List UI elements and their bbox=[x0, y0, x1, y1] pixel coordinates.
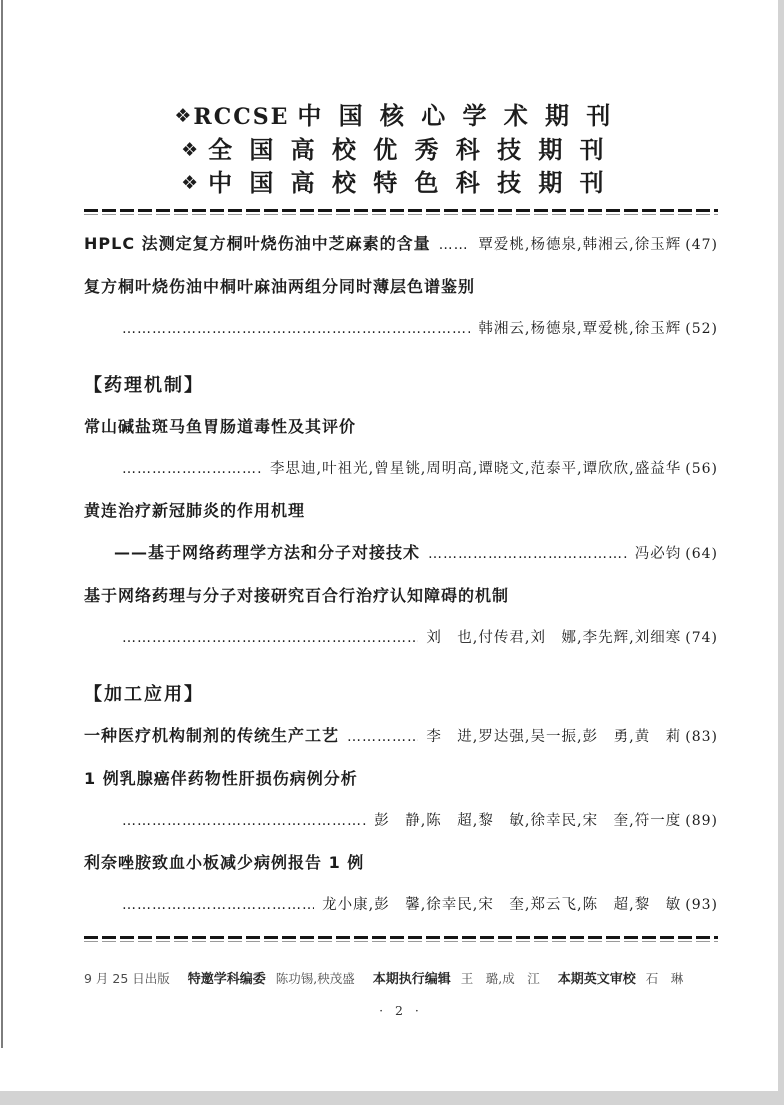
dot-leader bbox=[428, 542, 627, 566]
entry-title: 利奈唑胺致血小板减少病例报告 1 例 bbox=[84, 853, 365, 872]
role-label-guest-editors: 特邀学科编委 bbox=[187, 972, 266, 987]
entry-page-number: (93) bbox=[685, 897, 718, 913]
toc-entry bbox=[84, 499, 718, 523]
toc-entry bbox=[84, 724, 718, 749]
entry-title: 常山碱盐斑马鱼胃肠道毒性及其评价 bbox=[84, 417, 357, 436]
dot-leader bbox=[122, 809, 366, 833]
page-number: · 2 · bbox=[379, 1003, 423, 1018]
toc-entry bbox=[84, 851, 718, 875]
knot-icon: ❖ bbox=[181, 139, 199, 161]
honor-badge-text: 中国核心学术期刊 bbox=[297, 102, 628, 130]
entry-page-number: (89) bbox=[685, 813, 718, 829]
toc-entry-continuation bbox=[84, 893, 718, 917]
toc-entry bbox=[84, 275, 718, 299]
entry-page-number: (56) bbox=[685, 461, 718, 477]
table-of-contents bbox=[84, 232, 718, 917]
entry-title: 基于网络药理与分子对接研究百合行治疗认知障碍的机制 bbox=[84, 586, 510, 605]
honor-badge-text: 中国高校特色科技期刊 bbox=[208, 169, 621, 197]
dot-leader bbox=[439, 233, 471, 257]
role-names-english-proofreader: 石 琳 bbox=[645, 971, 684, 986]
entry-authors: 覃爱桃,杨德泉,韩湘云,徐玉辉 bbox=[478, 237, 682, 253]
role-label-executive-editors: 本期执行编辑 bbox=[372, 972, 451, 987]
honor-badge-row bbox=[84, 167, 718, 200]
journal-honor-badges bbox=[84, 100, 718, 200]
toc-entry-continuation bbox=[84, 626, 718, 650]
page-content bbox=[84, 0, 718, 1018]
dot-leader bbox=[347, 725, 418, 749]
entry-title: 复方桐叶烧伤油中桐叶麻油两组分同时薄层色谱鉴别 bbox=[84, 277, 476, 296]
toc-entry bbox=[84, 767, 718, 791]
scan-right-edge bbox=[778, 0, 784, 1105]
entry-authors: 冯必钧 bbox=[634, 546, 682, 562]
toc-entry bbox=[84, 415, 718, 439]
honor-badge-row bbox=[84, 100, 718, 134]
entry-authors: 龙小康,彭 馨,徐幸民,宋 奎,郑云飞,陈 超,黎 敏 bbox=[322, 897, 682, 913]
rccse-label: RCCSE bbox=[193, 104, 290, 130]
scan-left-edge-line bbox=[1, 0, 3, 1048]
honor-badge-text: 全国高校优秀科技期刊 bbox=[208, 136, 621, 164]
footer-editorial-credits bbox=[84, 968, 718, 987]
entry-authors: 李思迪,叶祖光,曾星铫,周明高,谭晓文,范泰平,谭欣欣,盛益华 bbox=[269, 461, 682, 477]
entry-authors: 李 进,罗达强,吴一振,彭 勇,黄 莉 bbox=[426, 729, 682, 745]
entry-page-number: (64) bbox=[685, 546, 718, 562]
toc-entry-continuation bbox=[84, 317, 718, 341]
double-dashed-rule bbox=[84, 935, 718, 943]
honor-badge-row bbox=[84, 134, 718, 167]
role-names-executive-editors: 王 璐,成 江 bbox=[460, 971, 540, 986]
toc-entry-continuation bbox=[84, 457, 718, 481]
role-names-guest-editors: 陈功锡,秧茂盛 bbox=[275, 971, 355, 986]
entry-title: 黄连治疗新冠肺炎的作用机理 bbox=[84, 501, 306, 520]
double-dashed-rule bbox=[84, 208, 718, 216]
role-label-english-proofreader: 本期英文审校 bbox=[557, 972, 636, 987]
dot-leader bbox=[122, 457, 262, 481]
entry-title: HPLC 法测定复方桐叶烧伤油中芝麻素的含量 bbox=[84, 234, 431, 253]
entry-page-number: (52) bbox=[685, 321, 718, 337]
publish-date: 9 月 25 日出版 bbox=[84, 971, 170, 986]
entry-page-number: (83) bbox=[685, 729, 718, 745]
section-heading-pharmacology: 【药理机制】 bbox=[84, 375, 204, 396]
entry-page-number: (47) bbox=[685, 237, 718, 253]
entry-subtitle: ——基于网络药理学方法和分子对接技术 bbox=[114, 543, 421, 562]
dot-leader bbox=[122, 317, 470, 341]
dot-leader bbox=[122, 626, 418, 650]
entry-authors: 彭 静,陈 超,黎 敏,徐幸民,宋 奎,符一度 bbox=[374, 813, 682, 829]
toc-entry bbox=[84, 584, 718, 608]
knot-icon: ❖ bbox=[174, 105, 192, 127]
section-heading-processing: 【加工应用】 bbox=[84, 684, 204, 705]
entry-authors: 韩湘云,杨德泉,覃爱桃,徐玉辉 bbox=[478, 321, 682, 337]
toc-entry-subtitle bbox=[84, 541, 718, 566]
knot-icon: ❖ bbox=[181, 172, 199, 194]
entry-page-number: (74) bbox=[685, 630, 718, 646]
entry-authors: 刘 也,付传君,刘 娜,李先辉,刘细寒 bbox=[426, 630, 682, 646]
toc-entry bbox=[84, 232, 718, 257]
scan-bottom-edge bbox=[0, 1091, 784, 1105]
entry-title: 一种医疗机构制剂的传统生产工艺 bbox=[84, 726, 340, 745]
toc-entry-continuation bbox=[84, 809, 718, 833]
dot-leader bbox=[122, 893, 314, 917]
entry-title: 1 例乳腺癌伴药物性肝损伤病例分析 bbox=[84, 769, 358, 788]
